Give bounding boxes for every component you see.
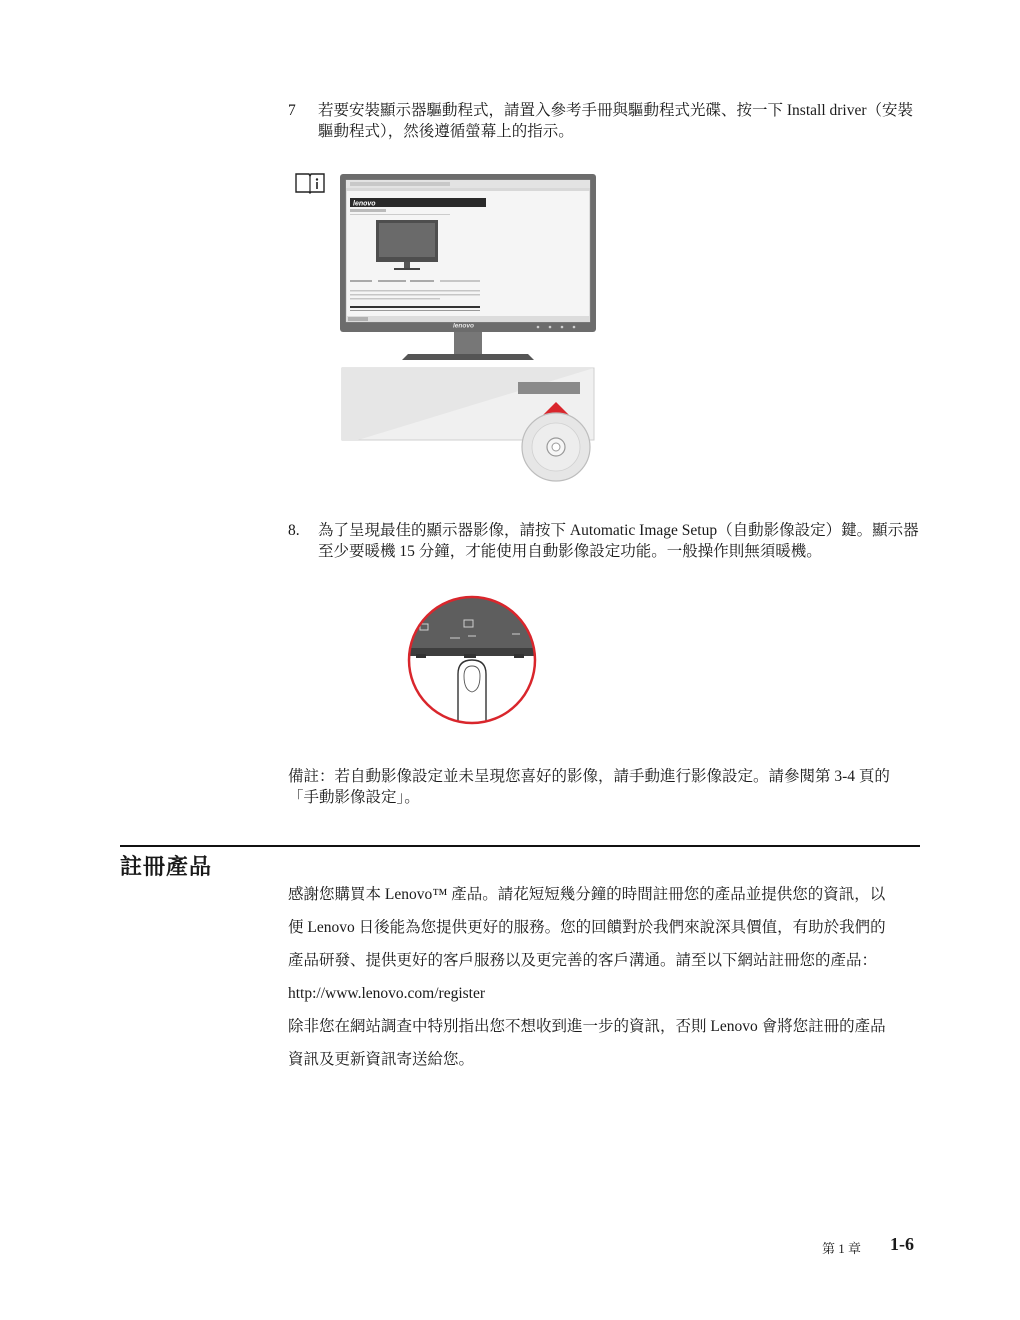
step-7 [288,100,928,144]
auto-setup-button-illustration [402,594,542,726]
register-section [288,878,898,1076]
footer-chapter: 第 1 章 [822,1241,862,1256]
step-8 [288,520,928,564]
register-paragraph-2: 除非您在網站調查中特別指出您不想收到進一步的資訊，否則 Lenovo 會將您註冊的產品資訊及更新資訊寄送給您。 [288,1018,886,1068]
screen-logo: lenovo [353,200,376,208]
section-title: 註冊產品 [120,855,213,880]
book-info-icon [295,172,325,194]
section-divider [120,845,920,847]
step-7-number: 7 [288,102,296,119]
step-7-text: 若要安裝顯示器驅動程式，請置入參考手冊與驅動程式光碟、按一下 Install driver（安裝驅動程式），然後遵循螢幕上的指示。 [318,102,914,140]
note-text: 備註：若自動影像設定並未呈現您喜好的影像，請手動進行影像設定。請參閱第 3-4 頁的「手動影像設定」。 [288,768,890,806]
bezel-logo: lenovo [453,322,474,330]
step-8-number: 8. [288,522,300,539]
monitor-driver-illustration [338,172,598,484]
step-8-text: 為了呈現最佳的顯示器影像，請按下 Automatic Image Setup（自動影像設定）鍵。顯示器至少要暖機 15 分鐘，才能使用自動影像設定功能。一般操作則無須暖機。 [318,522,919,560]
footer-page-number: 1-6 [890,1234,914,1254]
register-paragraph-1: 感謝您購買本 Lenovo™ 產品。請花短短幾分鐘的時間註冊您的產品並提供您的資訊，以便 Lenovo 日後能為您提供更好的服務。您的回饋對於我們來說深具價值，有助於我們的產品研發、提供更好的客戶服務以及更完善的客戶溝通。請至以下網站註冊您的產品：http://www.lenovo.com/register [288,886,886,1002]
